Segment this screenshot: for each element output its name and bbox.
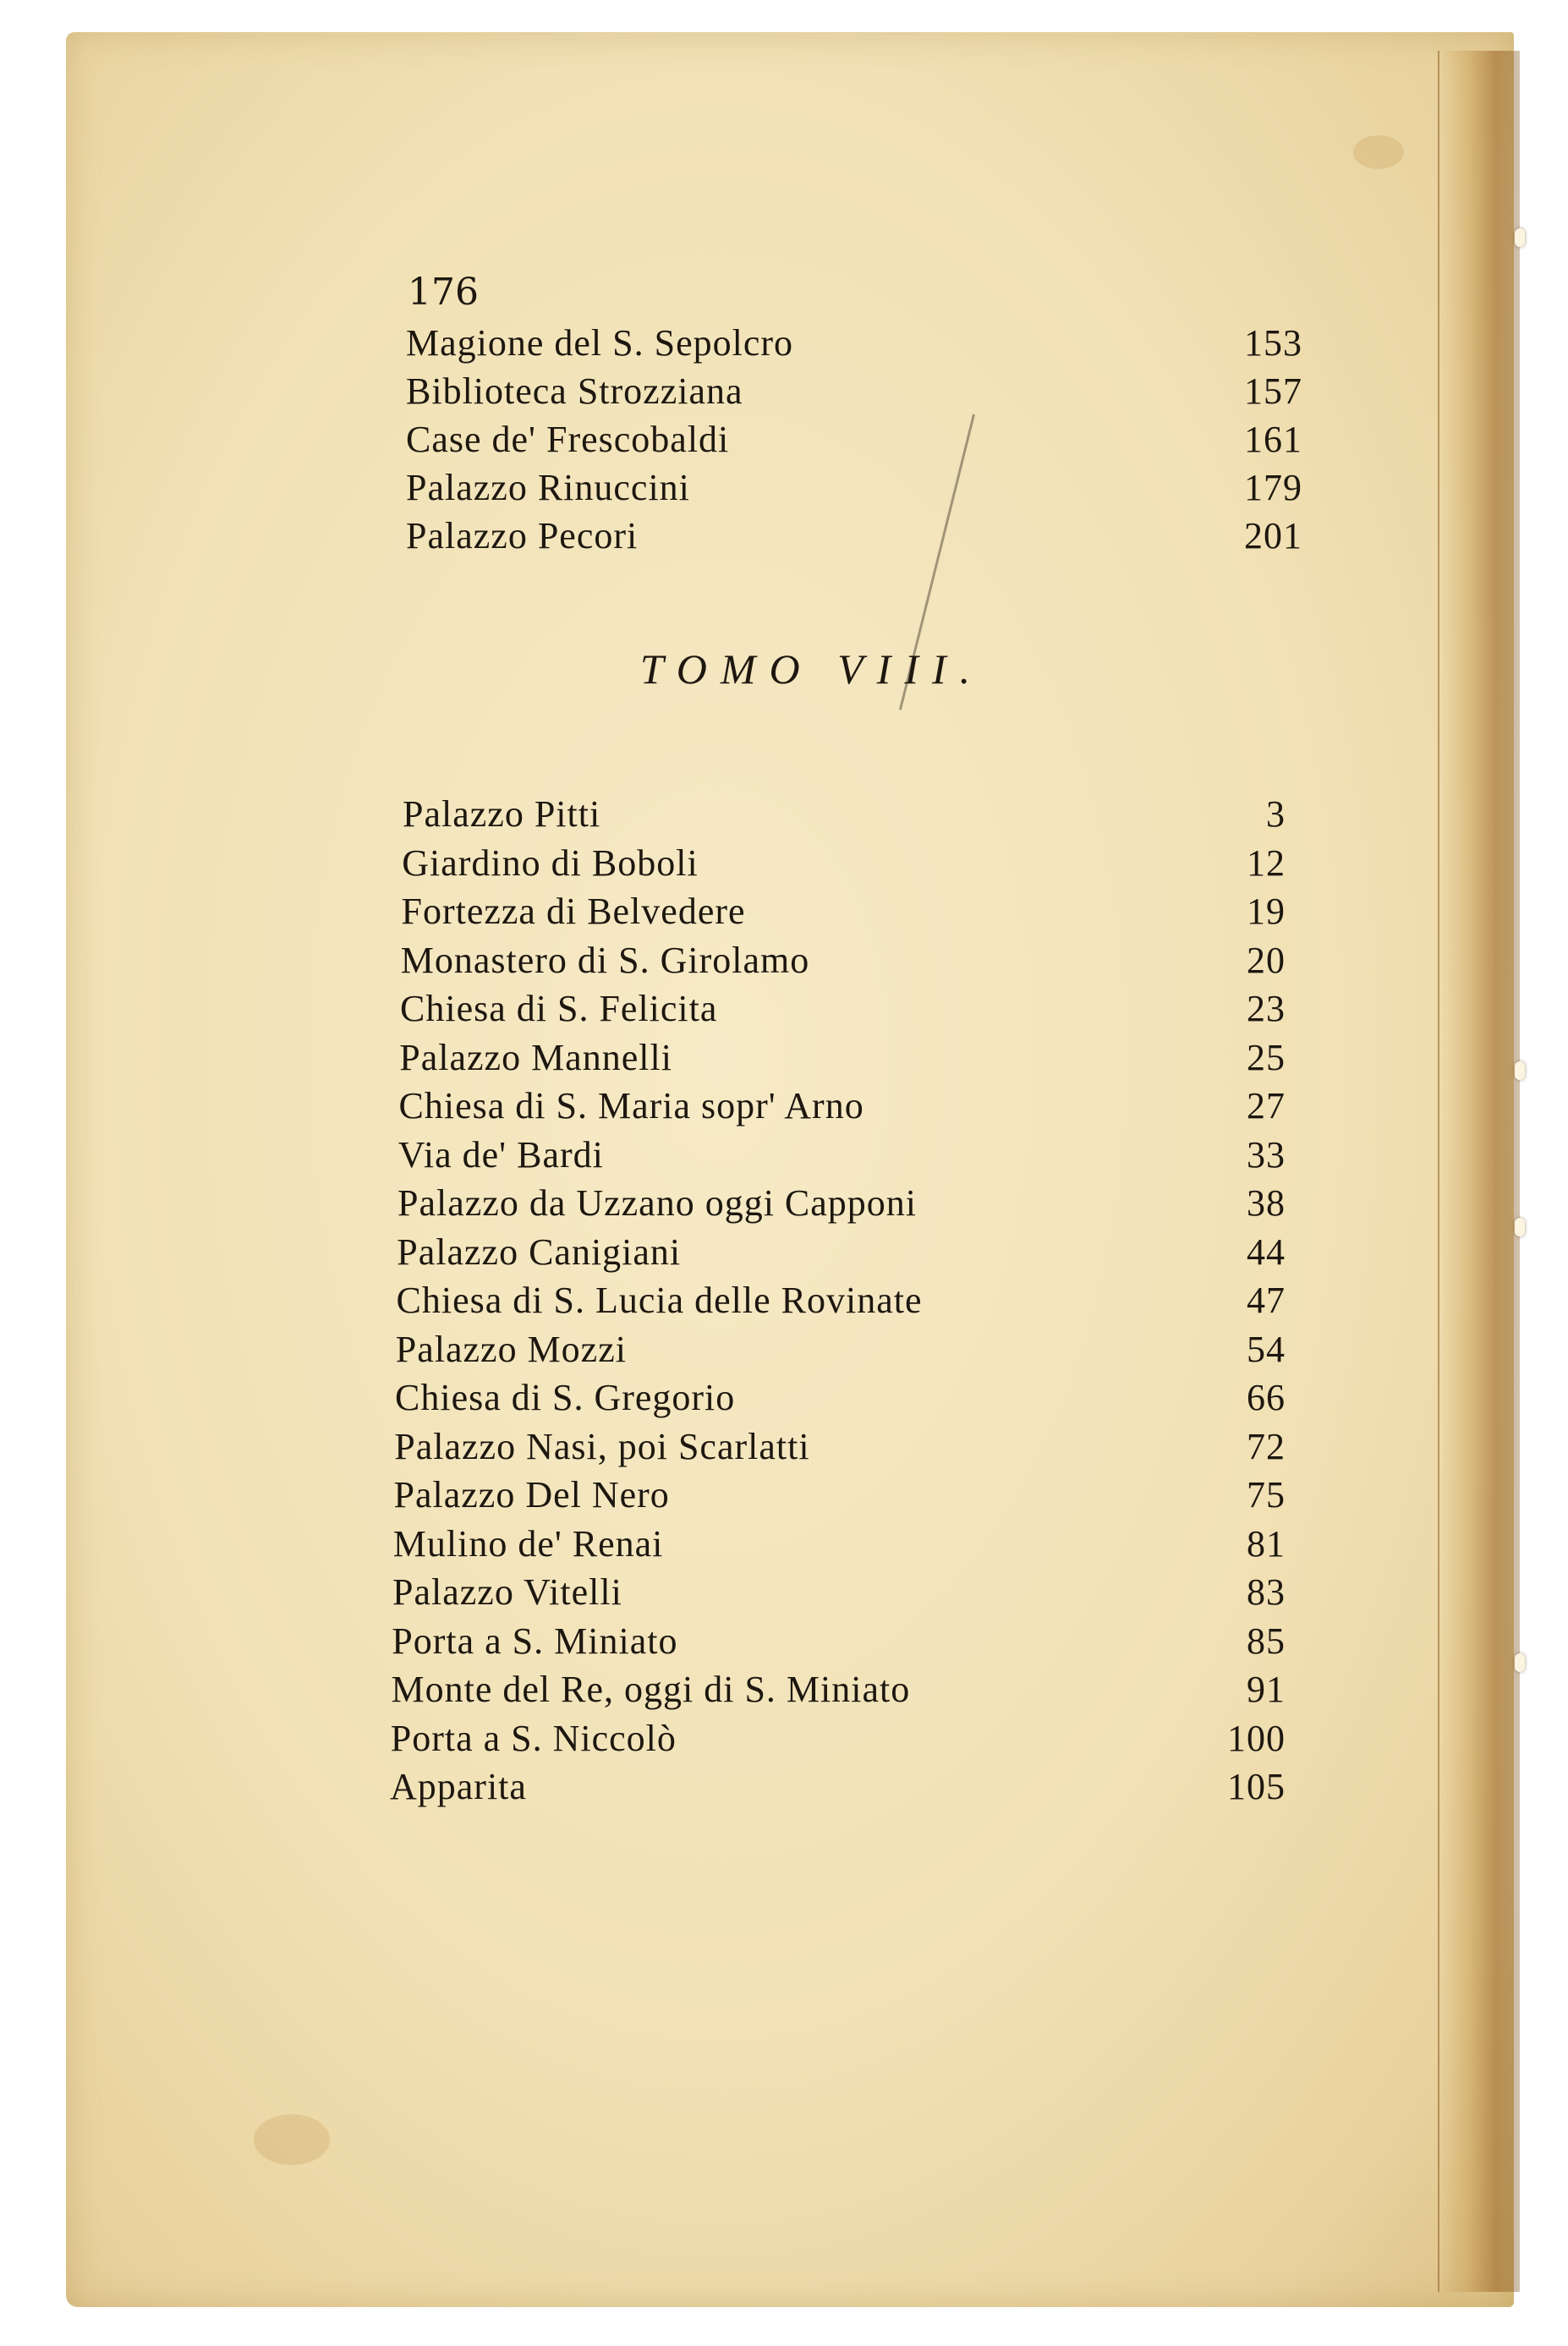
toc-entry-page: 105 xyxy=(1227,1766,1286,1807)
toc-entry xyxy=(396,1328,1286,1373)
toc-entry-label: Apparita xyxy=(390,1766,527,1807)
toc-entry-label: Palazzo da Uzzano oggi Capponi xyxy=(397,1182,918,1224)
toc-entry-label: Giardino di Boboli xyxy=(402,841,699,884)
toc-entry-label: Palazzo Canigiani xyxy=(397,1231,682,1273)
toc-entry-page: 20 xyxy=(1247,939,1286,981)
toc-entry-page: 81 xyxy=(1247,1522,1286,1565)
toc-entry-page: 91 xyxy=(1247,1669,1286,1710)
toc-entry xyxy=(397,1181,1286,1227)
toc-entry-label: Porta a S. Niccolò xyxy=(390,1717,677,1759)
toc-entry-page: 12 xyxy=(1247,841,1286,884)
toc-entry-page: 72 xyxy=(1247,1425,1286,1467)
toc-entry-label: Palazzo Mozzi xyxy=(395,1328,627,1370)
toc-entry-label: Chiesa di S. Felicita xyxy=(400,988,718,1029)
toc-entry xyxy=(392,1570,1286,1616)
page-number: 176 xyxy=(408,271,479,314)
toc-entry xyxy=(403,792,1286,838)
toc-entry-page: 27 xyxy=(1247,1085,1286,1126)
toc-entry-label: Chiesa di S. Gregorio xyxy=(395,1377,736,1418)
toc-entry-page: 85 xyxy=(1247,1620,1286,1662)
toc-entry-page: 19 xyxy=(1247,891,1286,932)
toc-entry-label: Palazzo Rinuccini xyxy=(406,467,690,508)
toc-entry-label: Biblioteca Strozziana xyxy=(406,370,743,412)
toc-entry-label: Palazzo Mannelli xyxy=(399,1036,672,1078)
toc-entry xyxy=(397,1231,1286,1276)
toc-entry-label: Monte del Re, oggi di S. Miniato xyxy=(391,1669,911,1710)
toc-entry xyxy=(406,370,1302,415)
foxing-stain xyxy=(1353,135,1404,169)
toc-entry-page: 153 xyxy=(1244,322,1302,364)
toc-entry-label: Fortezza di Belvedere xyxy=(401,891,746,932)
toc-entry-page: 25 xyxy=(1247,1036,1286,1078)
toc-entry xyxy=(399,1036,1286,1082)
toc-entry-label: Mulino de' Renai xyxy=(392,1522,664,1565)
toc-entry xyxy=(392,1620,1286,1665)
toc-entry xyxy=(393,1522,1286,1568)
toc-entry-label: Porta a S. Miniato xyxy=(392,1620,678,1662)
toc-entry xyxy=(402,890,1286,935)
binding-hole xyxy=(1515,228,1525,247)
toc-entry xyxy=(401,939,1286,984)
toc-entry-label: Monastero di S. Girolamo xyxy=(400,939,810,981)
binding-hole xyxy=(1515,1218,1525,1236)
toc-entry xyxy=(390,1765,1286,1811)
binding-hole xyxy=(1515,1653,1525,1672)
toc-entry-page: 38 xyxy=(1247,1182,1286,1224)
toc-entry-page: 54 xyxy=(1247,1328,1286,1370)
toc-entry-page: 66 xyxy=(1247,1377,1286,1418)
toc-entry-page: 3 xyxy=(1266,793,1286,835)
toc-entry-page: 23 xyxy=(1247,988,1286,1029)
toc-entry xyxy=(394,1425,1286,1471)
toc-entry-page: 33 xyxy=(1247,1133,1286,1176)
toc-entry-page: 44 xyxy=(1247,1231,1286,1273)
binding-edge xyxy=(1438,51,1520,2292)
toc-entry-page: 75 xyxy=(1247,1474,1286,1516)
toc-entry xyxy=(397,1279,1286,1324)
toc-entry-page: 100 xyxy=(1227,1717,1286,1759)
binding-hole xyxy=(1515,1061,1525,1080)
toc-entry xyxy=(406,466,1302,512)
toc-entry xyxy=(395,1376,1286,1422)
foxing-stain xyxy=(254,2114,330,2165)
toc-entry-label: Case de' Frescobaldi xyxy=(406,419,730,460)
toc-entry xyxy=(406,321,1302,367)
toc-entry-page: 201 xyxy=(1244,515,1302,556)
toc-entry xyxy=(394,1473,1286,1519)
toc-entry-label: Magione del S. Sepolcro xyxy=(406,322,794,364)
toc-entry-page: 47 xyxy=(1247,1280,1286,1321)
toc-entry-page: 179 xyxy=(1244,467,1302,508)
toc-entry-label: Palazzo Pecori xyxy=(406,515,639,556)
toc-entry-page: 161 xyxy=(1244,419,1302,460)
toc-entry xyxy=(399,1084,1286,1130)
toc-entry-label: Palazzo Nasi, poi Scarlatti xyxy=(394,1425,810,1467)
toc-entry-label: Via de' Bardi xyxy=(397,1133,604,1176)
toc-entry xyxy=(391,1717,1286,1762)
toc-entry-page: 157 xyxy=(1244,370,1302,412)
toc-entry-label: Chiesa di S. Maria sopr' Arno xyxy=(398,1085,864,1126)
toc-entry-label: Palazzo Del Nero xyxy=(393,1474,670,1516)
toc-entry xyxy=(400,987,1286,1033)
volume-heading: TOMO VIII. xyxy=(639,645,984,693)
toc-entry xyxy=(392,1668,1286,1713)
toc-entry xyxy=(402,841,1286,887)
toc-entry-page: 83 xyxy=(1247,1571,1286,1613)
toc-entry-label: Chiesa di S. Lucia delle Rovinate xyxy=(396,1280,923,1321)
toc-entry xyxy=(398,1133,1286,1179)
toc-entry-label: Palazzo Vitelli xyxy=(392,1571,622,1613)
toc-entry xyxy=(406,418,1302,463)
toc-entry-label: Palazzo Pitti xyxy=(403,793,601,835)
toc-entry xyxy=(406,514,1302,560)
